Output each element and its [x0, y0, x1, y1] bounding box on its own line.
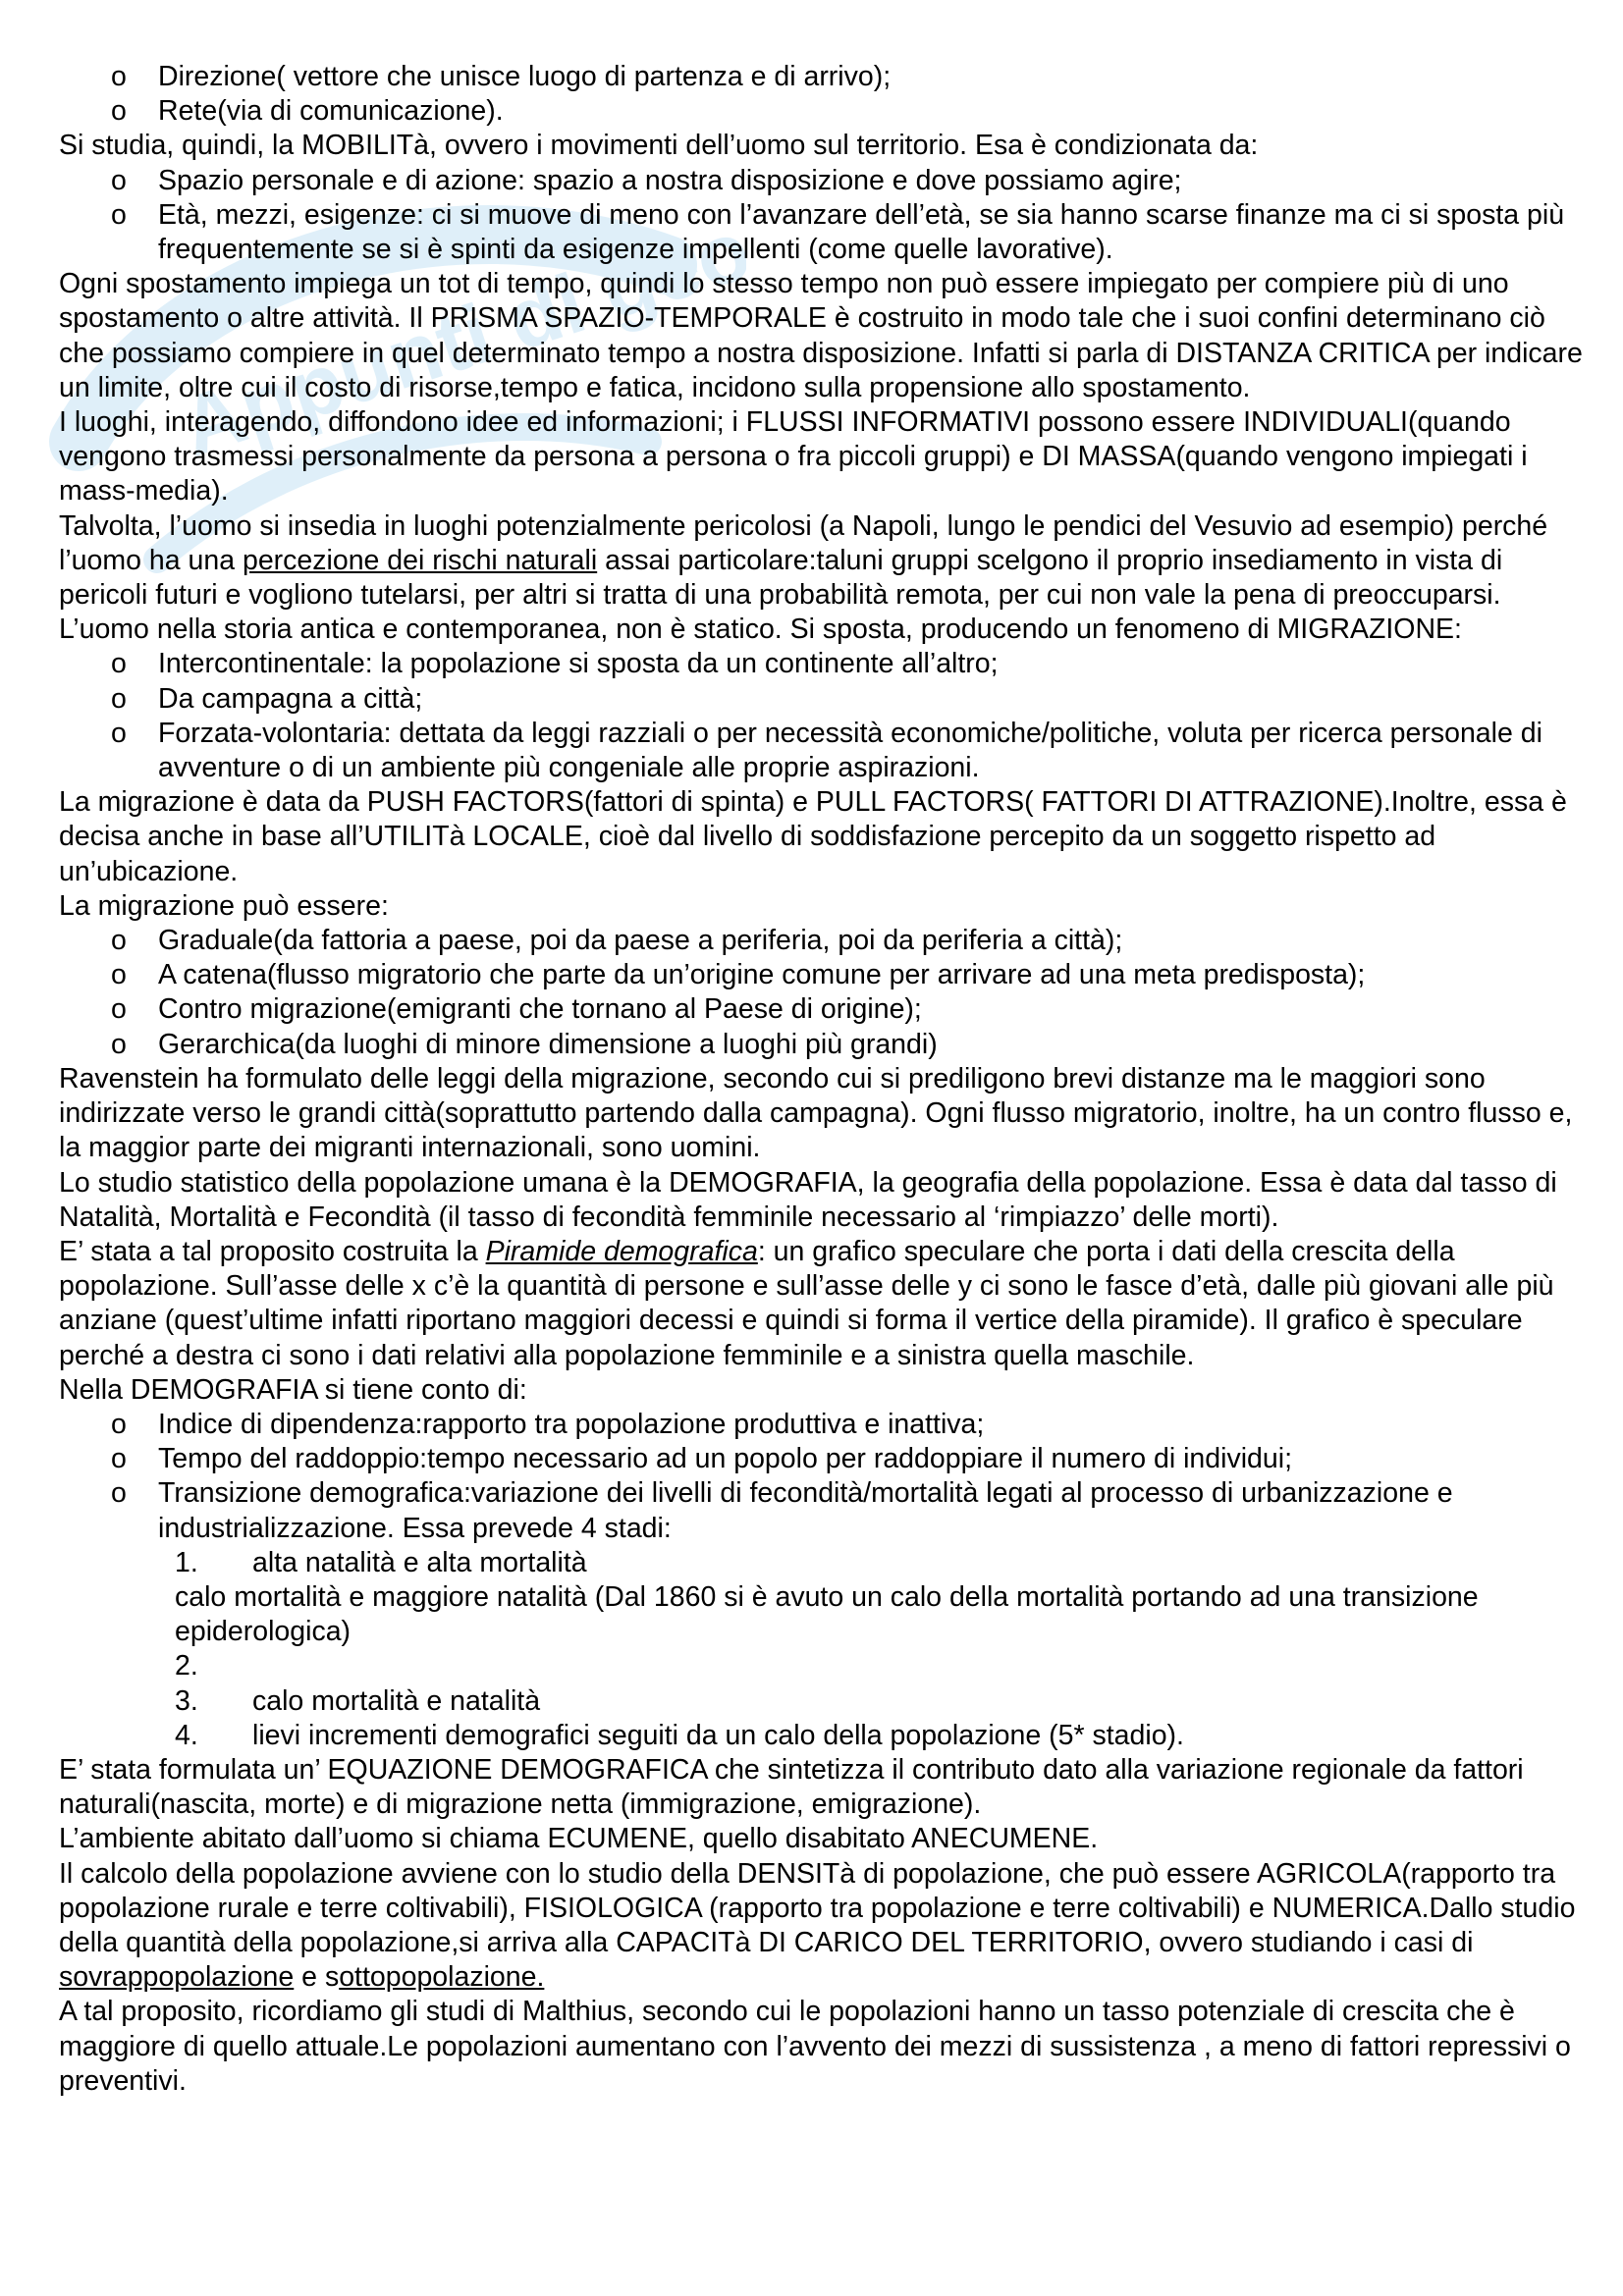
bullet-marker: o — [111, 959, 127, 991]
list-item — [59, 924, 1591, 958]
text-run: Il calcolo della popolazione avviene con lo studio della DENSITà di popolazione, che può essere AGRICOLA(rapporto tra popolazione rurale e terre coltivabili), FISIOLOGICA (rapporto tra popolazione e terre coltivabili) e NUMERICA.Dallo studio della quantità della popolazione,si arriva alla CAPACITà DI CARICO DEL TERRITORIO, ovvero studiando i casi di — [59, 1857, 1576, 1958]
bullet-marker: o — [111, 164, 127, 196]
numbered-item-text: calo mortalità e natalità — [252, 1684, 541, 1717]
number-marker: 2. — [175, 1650, 198, 1682]
list-item — [59, 958, 1591, 992]
underlined-term: ottopopolazione. — [339, 1961, 545, 1994]
paragraph: L’ambiente abitato dall’uomo si chiama ECUMENE, quello disabitato ANECUMENE. — [59, 1823, 1099, 1855]
list-item — [59, 1442, 1591, 1476]
list-item — [59, 647, 1591, 681]
list-item-text: Direzione( vettore che unisce luogo di partenza e di arrivo); — [158, 61, 892, 92]
list-item-text: Tempo del raddoppio:tempo necessario ad un popolo per raddoppiare il numero di individui; — [158, 1443, 1292, 1475]
list-item-text: Indice di dipendenza:rapporto tra popolazione produttiva e inattiva; — [158, 1408, 985, 1440]
paragraph: A tal proposito, ricordiamo gli studi di Malthius, secondo cui le popolazioni hanno un tasso potenziale di crescita che è maggiore di quello attuale.Le popolazioni aumentano con l’avvento dei mezzi di sussistenza , a meno di fattori repressivi o preventivi. — [59, 1996, 1571, 2097]
text-run: E’ stata a tal proposito costruita la — [59, 1235, 486, 1267]
bullet-marker: o — [111, 648, 127, 680]
bullet-marker: o — [111, 198, 127, 231]
bullet-marker: o — [111, 95, 127, 128]
italic-underlined-term: Piramide demografica — [485, 1235, 758, 1267]
bullet-marker: o — [111, 1477, 127, 1510]
number-marker: 3. — [175, 1684, 198, 1717]
paragraph: La migrazione è data da PUSH FACTORS(fattori di spinta) e PULL FACTORS( FATTORI DI ATTRAZIONE).Inoltre, essa è decisa anche in base all’UTILITà LOCALE, cioè dal livello di soddisfazione percepito da un soggetto rispetto ad un’ubicazione. — [59, 786, 1567, 887]
list-item-text: Spazio personale e di azione: spazio a nostra disposizione e dove possiamo agire; — [158, 164, 1182, 196]
number-marker: 1. — [175, 1546, 198, 1578]
list-item — [59, 164, 1591, 198]
bullet-marker: o — [111, 925, 127, 957]
paragraph — [59, 1235, 1591, 1373]
bullet-marker: o — [111, 61, 127, 92]
list-item-text: Intercontinentale: la popolazione si sposta da un continente all’altro; — [158, 648, 999, 680]
bullet-marker: o — [111, 1443, 127, 1475]
bullet-marker: o — [111, 717, 127, 749]
bullet-marker: o — [111, 1028, 127, 1060]
numbered-item — [59, 1649, 1591, 1683]
document-body — [59, 60, 1591, 2099]
list-item — [59, 1408, 1591, 1442]
bullet-marker: o — [111, 1408, 127, 1440]
paragraph: Ravenstein ha formulato delle leggi della migrazione, secondo cui si prediligono brevi distanze ma le maggiori sono indirizzate verso le grandi città(soprattutto partendo dalla campagna). Ogni flusso migratorio, inoltre, ha un contro flusso e, la maggior parte dei migranti internazionali, sono uomini. — [59, 1062, 1573, 1164]
list-item-text: Forzata-volontaria: dettata da leggi razziali o per necessità economiche/politiche, voluta per ricerca personale di avventure o di un ambiente più congeniale alle proprie aspirazioni. — [158, 717, 1542, 784]
underlined-term: sovrappopolazione — [59, 1961, 295, 1994]
list-item-text: A catena(flusso migratorio che parte da un’origine comune per arrivare ad una meta predisposta); — [158, 959, 1366, 991]
list-item — [59, 682, 1591, 717]
numbered-item-text: alta natalità e alta mortalità — [252, 1546, 587, 1578]
text-run: Talvolta, l’uomo si insedia in luoghi potenzialmente pericolosi (a Napoli, lungo le pendici del Vesuvio ad esempio) perché l’uomo ha una — [59, 509, 1548, 576]
list-item-text: Da campagna a città; — [158, 682, 423, 715]
paragraph — [59, 1857, 1591, 1996]
list-item — [59, 992, 1591, 1027]
list-item-text: Rete(via di comunicazione). — [158, 95, 504, 128]
underlined-term: percezione dei rischi naturali — [242, 544, 598, 576]
text-run: assai particolare:taluni gruppi scelgono il proprio insediamento in vista di pericoli futuri e vogliono tutelarsi, per altri si tratta di una probabilità remota, per cui non vale la pena di preoccuparsi. — [59, 544, 1503, 612]
numbered-item — [59, 1719, 1591, 1753]
numbered-item-continuation: calo mortalità e maggiore natalità (Dal 1860 si è avuto un calo della mortalità portando ad una transizione epiderologica) — [175, 1580, 1479, 1648]
text-run: : un grafico speculare che porta i dati della crescita della popolazione. Sull’asse delle x c’è la quantità di persone e sull’asse delle y ci sono le fasce d’età, dalle più giovani alle più anziane (quest’ultime infatti riportano maggiori decessi e quindi si forma il vertice della piramide). Il grafico è speculare perché a destra ci sono i dati relativi alla popolazione femminile e a sinistra quella maschile. — [59, 1235, 1554, 1371]
paragraph: Nella DEMOGRAFIA si tiene conto di: — [59, 1373, 527, 1406]
numbered-item-text — [252, 1650, 260, 1682]
list-item-text: Transizione demografica:variazione dei livelli di fecondità/mortalità legati al processo di urbanizzazione e industrializzazione. Essa prevede 4 stadi: — [158, 1477, 1453, 1544]
list-item-text: Gerarchica(da luoghi di minore dimensione a luoghi più grandi) — [158, 1028, 938, 1060]
text-run: e s — [294, 1961, 340, 1994]
list-item — [59, 198, 1591, 267]
list-item-text: Graduale(da fattoria a paese, poi da paese a periferia, poi da periferia a città); — [158, 925, 1123, 957]
paragraph: La migrazione può essere: — [59, 889, 389, 922]
paragraph — [59, 509, 1591, 614]
list-item — [59, 1028, 1591, 1062]
list-item — [59, 94, 1591, 129]
numbered-item — [59, 1546, 1591, 1580]
list-item — [59, 1476, 1591, 1545]
list-item-text: Età, mezzi, esigenze: ci si muove di meno con l’avanzare dell’età, se sia hanno scarse finanze ma ci si sposta più frequentemente se si è spinti da esigenze impellenti (come quelle lavorative). — [158, 198, 1565, 266]
bullet-marker: o — [111, 682, 127, 715]
paragraph: Si studia, quindi, la MOBILITà, ovvero i movimenti dell’uomo sul territorio. Esa è condizionata da: — [59, 130, 1259, 162]
list-item — [59, 717, 1591, 785]
list-item — [59, 60, 1591, 94]
paragraph: Lo studio statistico della popolazione umana è la DEMOGRAFIA, la geografia della popolazione. Essa è data dal tasso di Natalità, Mortalità e Fecondità (il tasso di fecondità femminile necessario al ‘rimpiazzo’ delle morti). — [59, 1166, 1557, 1233]
paragraph: I luoghi, interagendo, diffondono idee ed informazioni; i FLUSSI INFORMATIVI possono essere INDIVIDUALI(quando vengono trasmessi personalmente da persona a persona o fra piccoli gruppi) e DI MASSA(quando vengono impiegati i mass-media). — [59, 406, 1528, 507]
watermark-text: Appunti di geografia — [170, 147, 746, 475]
paragraph: L’uomo nella storia antica e contemporanea, non è statico. Si sposta, producendo un fenomeno di MIGRAZIONE: — [59, 614, 1462, 646]
bullet-marker: o — [111, 993, 127, 1026]
paragraph: E’ stata formulata un’ EQUAZIONE DEMOGRAFICA che sintetizza il contributo dato alla variazione regionale da fattori naturali(nascita, morte) e di migrazione netta (immigrazione, emigrazione). — [59, 1753, 1524, 1821]
number-marker: 4. — [175, 1719, 198, 1751]
paragraph: Ogni spostamento impiega un tot di tempo, quindi lo stesso tempo non può essere impiegato per compiere più di uno spostamento o altre attività. Il PRISMA SPAZIO-TEMPORALE è costruito in modo tale che i suoi confini determinano ciò che possiamo compiere in quel determinato tempo a nostra disposizione. Infatti si parla di DISTANZA CRITICA per indicare un limite, oltre cui il costo di risorse,tempo e fatica, incidono sulla propensione allo spostamento. — [59, 268, 1583, 403]
list-item-text: Contro migrazione(emigranti che tornano al Paese di origine); — [158, 993, 922, 1026]
numbered-item — [59, 1684, 1591, 1719]
numbered-item-text: lievi incrementi demografici seguiti da un calo della popolazione (5* stadio). — [252, 1719, 1184, 1751]
